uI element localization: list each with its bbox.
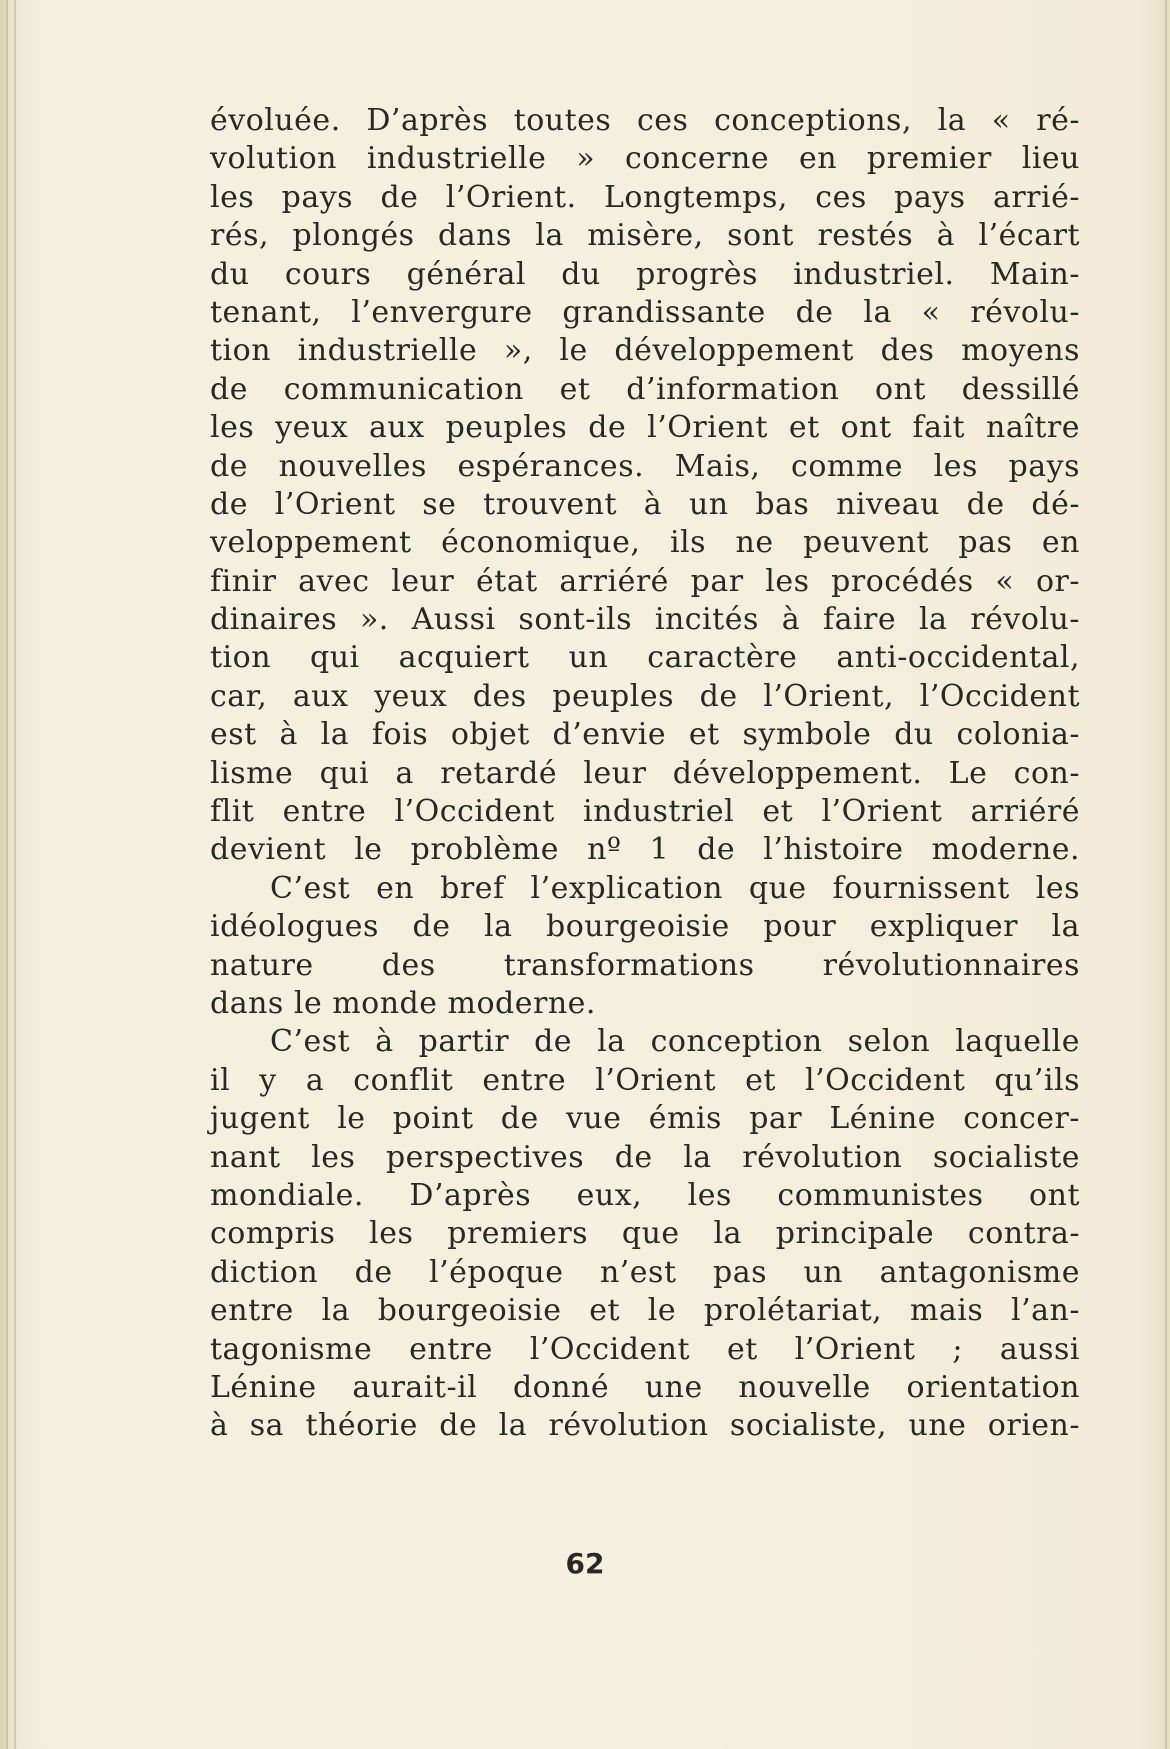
text-line: nature des transformations révolutionnaires bbox=[210, 947, 1080, 983]
text-line: tion qui acquiert un caractère anti-occidental, bbox=[210, 640, 1080, 676]
text-line: idéologues de la bourgeoisie pour expliquer la bbox=[210, 909, 1080, 945]
text-line: C’est en bref l’explication que fournissent les bbox=[270, 870, 1080, 906]
text-line: dinaires ». Aussi sont-ils incités à faire la révolu- bbox=[210, 602, 1080, 638]
text-line: du cours général du progrès industriel. Main- bbox=[210, 256, 1080, 292]
text-line: car, aux yeux des peuples de l’Orient, l’Occident bbox=[210, 678, 1080, 714]
text-line: finir avec leur état arriéré par les procédés « or- bbox=[210, 563, 1080, 599]
text-line: flit entre l’Occident industriel et l’Orient arriéré bbox=[210, 794, 1080, 830]
text-line: tion industrielle », le développement des moyens bbox=[210, 333, 1080, 369]
text-line: les pays de l’Orient. Longtemps, ces pays arrié- bbox=[210, 179, 1080, 215]
text-line: devient le problème nº 1 de l’histoire moderne. bbox=[210, 832, 1080, 868]
page-spine-edge bbox=[0, 0, 22, 1749]
spine-line bbox=[1165, 0, 1167, 1749]
text-line: tagonisme entre l’Occident et l’Orient ; aussi bbox=[210, 1331, 1080, 1367]
text-line: veloppement économique, ils ne peuvent pas en bbox=[210, 525, 1080, 561]
text-line: diction de l’époque n’est pas un antagonisme bbox=[210, 1254, 1080, 1290]
text-line: est à la fois objet d’envie et symbole du colonia- bbox=[210, 717, 1080, 753]
page-number: 62 bbox=[565, 1547, 605, 1580]
spine-line bbox=[6, 0, 8, 1749]
spine-line bbox=[14, 0, 16, 1749]
text-line: Lénine aurait-il donné une nouvelle orientation bbox=[210, 1369, 1080, 1405]
text-line: évoluée. D’après toutes ces conceptions, la « ré- bbox=[210, 103, 1080, 138]
text-line: entre la bourgeoisie et le prolétariat, mais l’an- bbox=[210, 1293, 1080, 1329]
text-line: lisme qui a retardé leur développement. Le con- bbox=[210, 755, 1080, 791]
text-line: à sa théorie de la révolution socialiste, une orien- bbox=[210, 1408, 1080, 1444]
text-line: de l’Orient se trouvent à un bas niveau de dé- bbox=[210, 486, 1080, 522]
text-line: jugent le point de vue émis par Lénine concer- bbox=[210, 1101, 1080, 1137]
text-line: de communication et d’information ont dessillé bbox=[210, 371, 1080, 407]
text-line: de nouvelles espérances. Mais, comme les pays bbox=[210, 448, 1080, 484]
text-line: compris les premiers que la principale contra- bbox=[210, 1216, 1080, 1252]
body-text bbox=[210, 102, 1080, 1446]
text-line: les yeux aux peuples de l’Orient et ont fait naître bbox=[210, 410, 1080, 446]
text-line: nant les perspectives de la révolution socialiste bbox=[210, 1139, 1080, 1175]
text-line: tenant, l’envergure grandissante de la « révolu- bbox=[210, 294, 1080, 330]
text-line: rés, plongés dans la misère, sont restés à l’écart bbox=[210, 218, 1080, 254]
text-line: il y a conflit entre l’Orient et l’Occident qu’ils bbox=[210, 1062, 1080, 1098]
text-line: dans le monde moderne. bbox=[210, 985, 596, 1021]
text-line: volution industrielle » concerne en premier lieu bbox=[210, 141, 1080, 177]
text-line: mondiale. D’après eux, les communistes ont bbox=[210, 1177, 1080, 1213]
text-line: C’est à partir de la conception selon laquelle bbox=[270, 1024, 1080, 1060]
